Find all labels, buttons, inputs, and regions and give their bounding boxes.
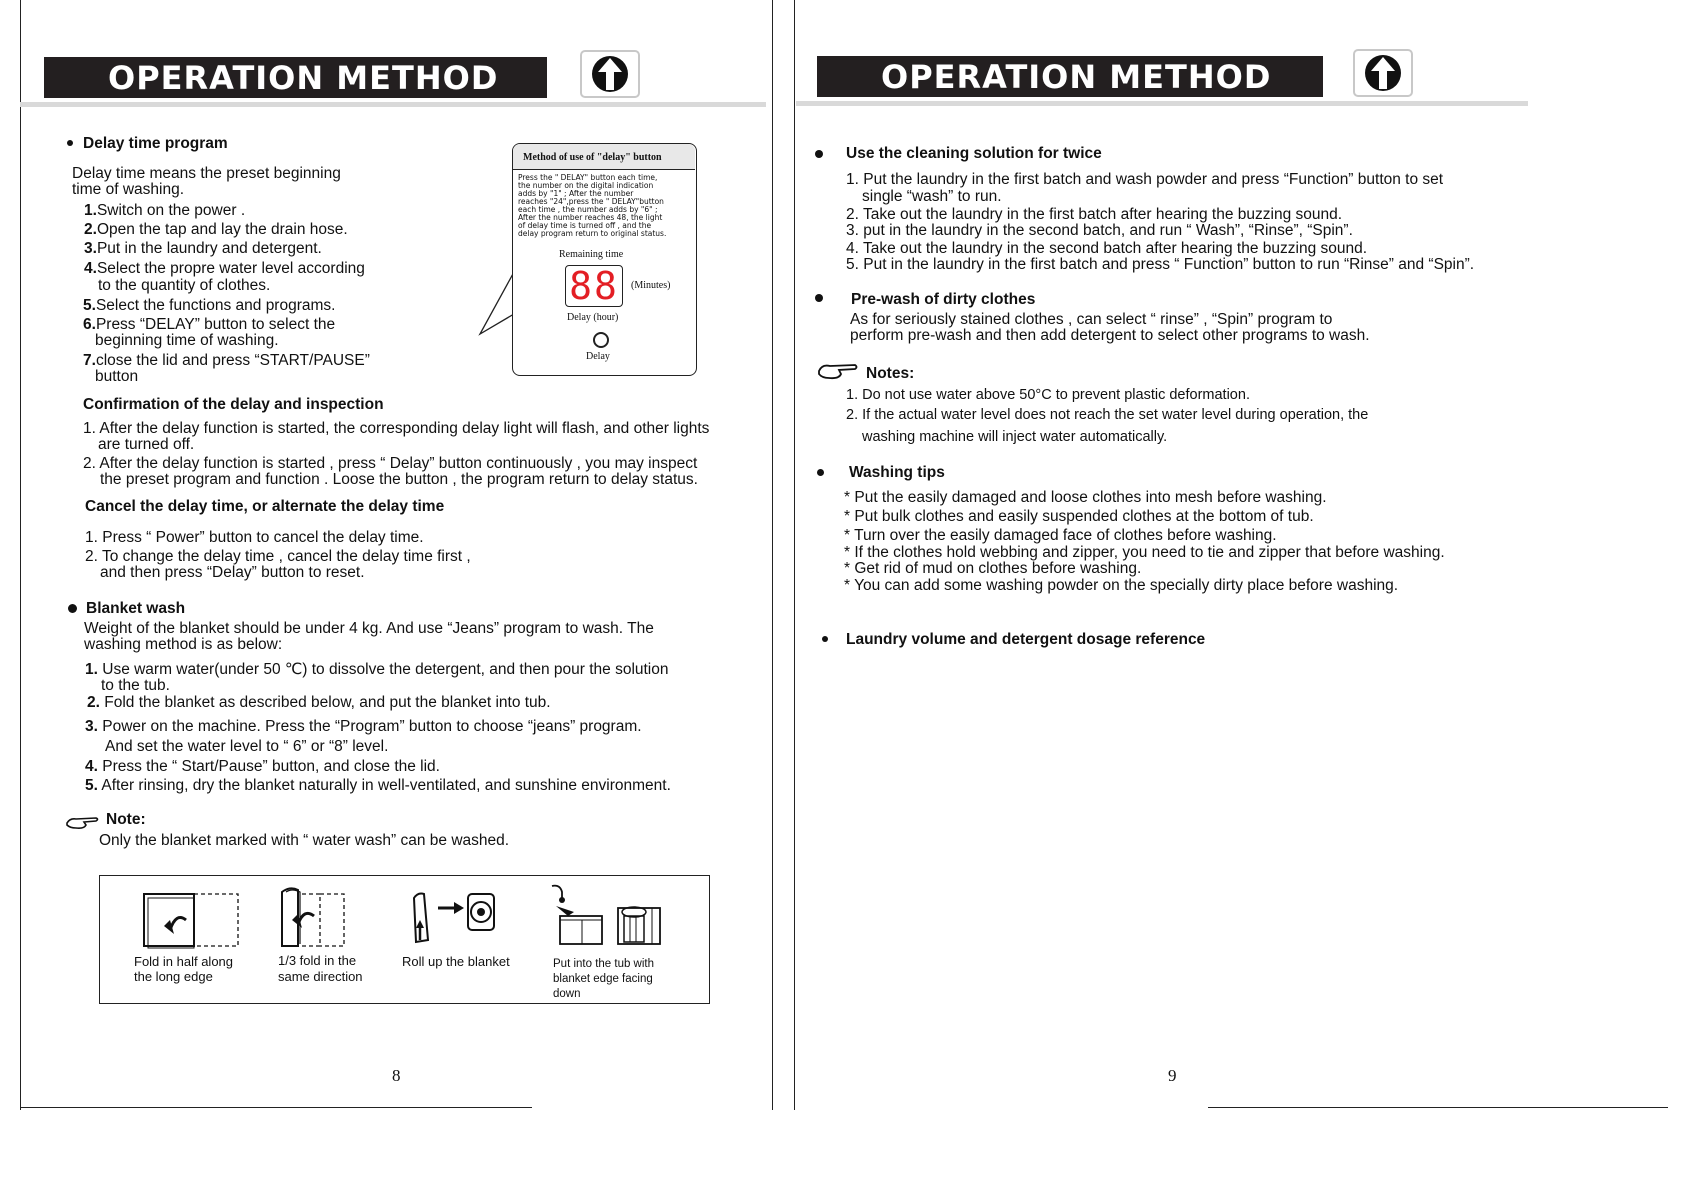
section-title-tips: Washing tips	[849, 464, 945, 481]
panel-text: reaches "24",press the " DELAY"button	[518, 197, 664, 206]
clean-item: 5. Put in the laundry in the first batch and press “ Function” button to run “Rinse” and “Spin”.	[846, 256, 1475, 273]
delay-step: 6.Press “DELAY” button to select the	[83, 316, 336, 333]
minutes-label: (Minutes)	[631, 280, 671, 291]
bottom-rule-right	[1208, 1107, 1668, 1108]
delay-step: 1.Switch on the power .	[84, 202, 246, 219]
panel-text: Press the " DELAY" button each time,	[518, 173, 658, 182]
page-divider-right	[794, 0, 795, 1110]
delay-step: 3.Put in the laundry and detergent.	[84, 240, 322, 257]
bullet	[815, 150, 823, 158]
delay-indicator-light	[593, 332, 609, 348]
clean-item: 1. Put the laundry in the first batch and wash powder and press “Function” button to set	[846, 171, 1444, 188]
notes-item: 2. If the actual water level does not reach the set water level during operation, the	[846, 407, 1369, 423]
notes-title: Notes:	[866, 365, 915, 382]
page-title: OPERATION METHOD	[881, 57, 1272, 96]
section-title-cancel: Cancel the delay time, or alternate the delay time	[85, 498, 445, 515]
right-header-bar	[817, 56, 1323, 97]
cancel-item: 2. To change the delay time , cancel the delay time first ,	[85, 548, 471, 565]
put-in-tub-icon	[546, 882, 666, 946]
bullet	[68, 604, 77, 613]
page-divider-left	[772, 0, 773, 1110]
page-title: OPERATION METHOD	[108, 58, 499, 97]
panel-title: Method of use of "delay" button	[523, 152, 662, 163]
figure-caption: blanket edge facing	[553, 973, 653, 985]
blanket-step: 2. Fold the blanket as described below, and put the blanket into tub.	[87, 694, 551, 711]
left-page-border	[20, 0, 21, 1110]
blanket-intro: Weight of the blanket should be under 4 kg. And use “Jeans” program to wash. The	[84, 620, 654, 637]
clean-item: 2. Take out the laundry in the first batch after hearing the buzzing sound.	[846, 206, 1343, 223]
section-title-clean: Use the cleaning solution for twice	[846, 145, 1102, 162]
panel-text: of delay time is turned off , and the	[518, 221, 652, 230]
clean-item: 3. put in the laundry in the second batch, and run “ Wash”, “Rinse”, “Spin”.	[846, 222, 1353, 239]
prewash-text: As for seriously stained clothes , can select “ rinse” , “Spin” program to	[850, 311, 1333, 328]
delay-step: 7.close the lid and press “START/PAUSE”	[83, 352, 370, 369]
delay-intro: Delay time means the preset beginning	[72, 165, 341, 182]
note-title: Note:	[106, 811, 146, 828]
bullet	[815, 294, 823, 302]
bullet	[822, 636, 828, 642]
figure-caption: the long edge	[134, 969, 213, 984]
delay-step-cont: button	[95, 368, 139, 385]
delay-label: Delay	[586, 351, 610, 362]
left-header-bar	[44, 57, 547, 98]
right-header-rule	[796, 101, 1528, 106]
left-up-arrow-box	[580, 50, 640, 98]
page-number-right: 9	[1168, 1066, 1177, 1085]
tip-item: * You can add some washing powder on the specially dirty place before washing.	[844, 577, 1399, 594]
tip-item: * Put the easily damaged and loose clothes into mesh before washing.	[844, 489, 1327, 506]
delay-step: 2.Open the tap and lay the drain hose.	[84, 221, 348, 238]
page-number-left: 8	[392, 1066, 401, 1085]
up-arrow-icon	[590, 54, 630, 94]
blanket-step: 4. Press the “ Start/Pause” button, and close the lid.	[85, 758, 440, 775]
notes-item-cont: washing machine will inject water automatically.	[862, 429, 1168, 445]
delay-hour-label: Delay (hour)	[567, 312, 619, 323]
figure-caption: Put into the tub with	[553, 958, 655, 970]
panel-text: delay program return to original status.	[518, 229, 667, 238]
note-text: Only the blanket marked with “ water wash” can be washed.	[99, 832, 510, 849]
blanket-step-cont: And set the water level to “ 6” or “8” level.	[105, 738, 389, 755]
delay-intro-2: time of washing.	[72, 181, 184, 198]
confirm-item-cont: are turned off.	[98, 436, 195, 453]
blanket-intro-2: washing method is as below:	[84, 636, 283, 653]
delay-step: 5.Select the functions and programs.	[83, 297, 336, 314]
pointing-hand-icon	[66, 814, 100, 830]
delay-step-cont: to the quantity of clothes.	[98, 277, 271, 294]
section-title-delay: Delay time program	[83, 135, 228, 152]
digital-display	[565, 265, 623, 307]
tip-item: * If the clothes hold webbing and zipper, you need to tie and zipper that before washing.	[844, 544, 1445, 561]
up-arrow-icon	[1363, 53, 1403, 93]
clean-item: 4. Take out the laundry in the second batch after hearing the buzzing sound.	[846, 240, 1368, 257]
section-title-laundry: Laundry volume and detergent dosage reference	[846, 631, 1206, 648]
delay-step-cont: beginning time of washing.	[95, 332, 279, 349]
confirm-item: 2. After the delay function is started , press “ Delay” button continuously , you may inspect	[83, 455, 698, 472]
figure-caption: Fold in half along	[134, 954, 234, 969]
figure-caption: same direction	[278, 969, 363, 984]
section-title-confirm: Confirmation of the delay and inspection	[83, 396, 384, 413]
tip-item: * Turn over the easily damaged face of clothes before washing.	[844, 527, 1277, 544]
figure-caption: 1/3 fold in the	[278, 953, 357, 968]
bottom-rule-left	[20, 1107, 532, 1108]
folding-figure-box	[99, 875, 710, 1004]
remaining-time-label: Remaining time	[559, 249, 624, 260]
cancel-item-cont: and then press “Delay” button to reset.	[100, 564, 365, 581]
section-title-blanket: Blanket wash	[86, 600, 186, 617]
notes-item: 1. Do not use water above 50°C to prevent plastic deformation.	[846, 387, 1250, 403]
figure-caption: Roll up the blanket	[402, 954, 510, 969]
prewash-text: perform pre-wash and then add detergent to select other programs to wash.	[850, 327, 1370, 344]
roll-blanket-icon	[408, 890, 504, 946]
confirm-item: 1. After the delay function is started, the corresponding delay light will flash, and other lights	[83, 420, 710, 437]
tip-item: * Put bulk clothes and easily suspended clothes at the bottom of tub.	[844, 508, 1314, 525]
third-fold-icon	[276, 884, 356, 952]
figure-caption: down	[553, 988, 581, 1000]
panel-text: adds by "1" ; After the number	[518, 189, 634, 198]
blanket-step-cont: to the tub.	[101, 677, 170, 694]
tip-item: * Get rid of mud on clothes before washing.	[844, 560, 1142, 577]
right-up-arrow-box	[1353, 49, 1413, 97]
left-header-rule	[20, 102, 766, 107]
delay-button-panel	[512, 143, 697, 376]
delay-step: 4.Select the propre water level according	[84, 260, 365, 277]
blanket-step: 5. After rinsing, dry the blanket naturally in well-ventilated, and sunshine environment.	[85, 777, 671, 794]
panel-text: the number on the digital indication	[518, 181, 654, 190]
bullet	[67, 140, 73, 146]
digit-readout: 88	[569, 264, 619, 308]
section-title-prewash: Pre-wash of dirty clothes	[851, 291, 1036, 308]
cancel-item: 1. Press “ Power” button to cancel the delay time.	[85, 529, 424, 546]
blanket-step: 3. Power on the machine. Press the “Program” button to choose “jeans” program.	[85, 718, 642, 735]
clean-item-cont: single “wash” to run.	[862, 188, 1002, 205]
fold-half-icon	[140, 890, 240, 952]
panel-text: each time , the number adds by "6" ;	[518, 205, 658, 214]
panel-text: After the number reaches 48, the light	[518, 213, 663, 222]
pointing-hand-icon	[817, 360, 859, 380]
bullet	[817, 469, 824, 476]
blanket-step: 1. Use warm water(under 50 ℃) to dissolve the detergent, and then pour the solution	[85, 661, 669, 678]
confirm-item-cont: the preset program and function . Loose the button , the program return to delay status.	[100, 471, 698, 488]
